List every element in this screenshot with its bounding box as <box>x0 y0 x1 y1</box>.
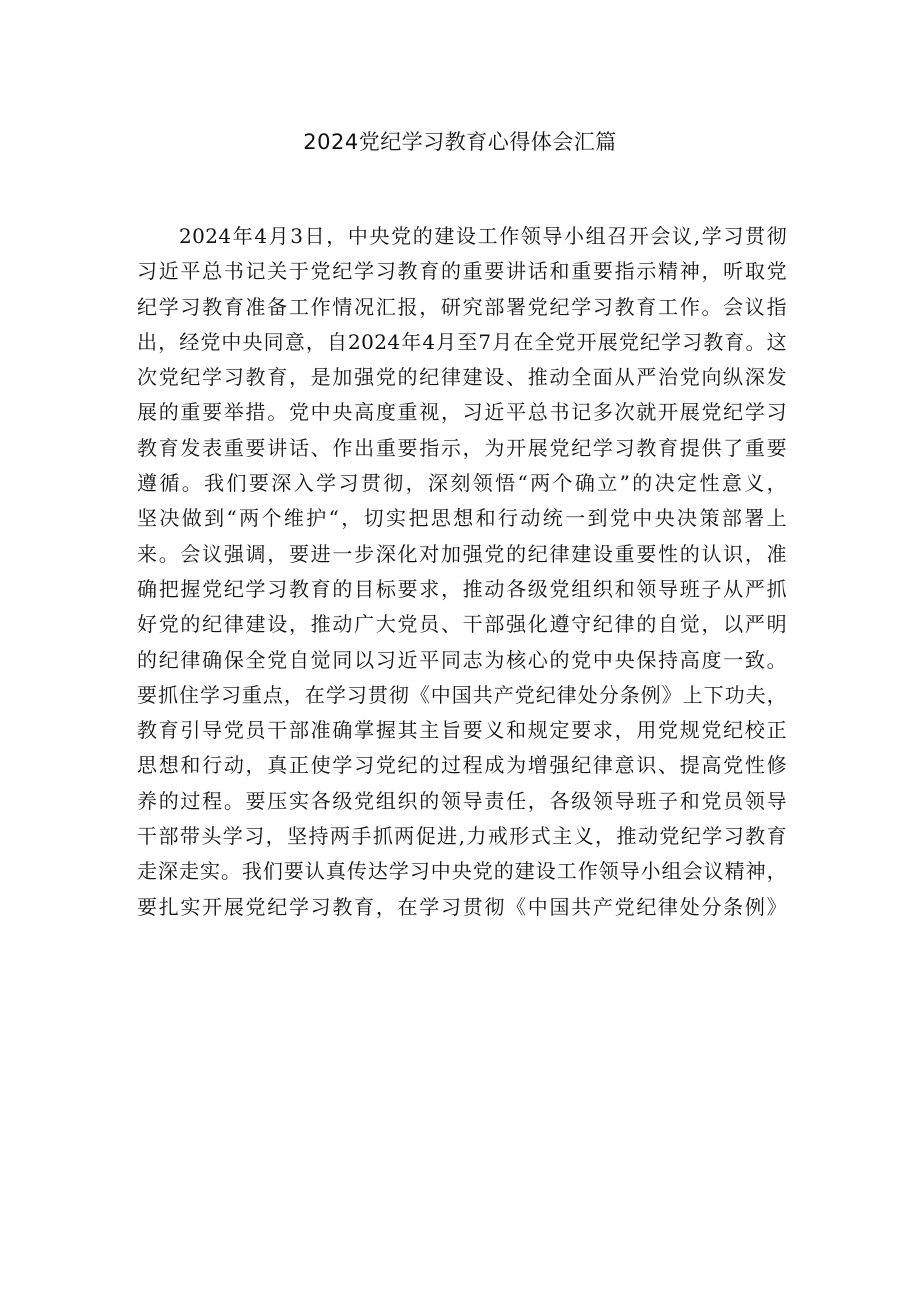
body-line: 教育发表重要讲话、作出重要指示，为开展党纪学习教育提供了重要 <box>137 435 787 460</box>
body-line: 干部带头学习，坚持两手抓两促进,力戒形式主义，推动党纪学习教育 <box>137 824 787 849</box>
document-title: 2024党纪学习教育心得体会汇篇 <box>303 130 617 154</box>
body-line: 教育引导党员干部准确掌握其主旨要义和规定要求，用党规党纪校正 <box>137 718 787 743</box>
body-line: 坚决做到“两个维护“，切实把思想和行动统一到党中央决策部署上 <box>137 506 787 531</box>
body-line: 确把握党纪学习教育的目标要求，推动各级党组织和领导班子从严抓 <box>137 576 787 601</box>
body-line: 来。会议强调，要进一步深化对加强党的纪律建设重要性的认识，准 <box>137 541 787 566</box>
body-line: 要扎实开展党纪学习教育，在学习贯彻《中国共产党纪律处分条例》 <box>137 894 787 919</box>
body-line: 习近平总书记关于党纪学习教育的重要讲话和重要指示精神，听取党 <box>137 259 787 284</box>
document-body <box>137 219 787 925</box>
body-line: 好党的纪律建设，推动广大党员、干部强化遵守纪律的自觉，以严明 <box>137 612 787 637</box>
body-line: 出，经党中央同意，自2024年4月至7月在全党开展党纪学习教育。这 <box>137 329 787 354</box>
body-line: 2024年4月3日，中央党的建设工作领导小组召开会议,学习贯彻 <box>179 224 787 248</box>
body-line: 次党纪学习教育，是加强党的纪律建设、推动全面从严治党向纵深发 <box>137 365 787 390</box>
body-line: 要抓住学习重点，在学习贯彻《中国共产党纪律处分条例》上下功夫， <box>137 682 787 707</box>
body-line: 养的过程。要压实各级党组织的领导责任，各级领导班子和党员领导 <box>137 788 787 813</box>
body-line: 的纪律确保全党自觉同以习近平同志为核心的党中央保持高度一致。 <box>137 647 787 672</box>
body-line: 思想和行动，真正使学习党纪的过程成为增强纪律意识、提高党性修 <box>137 753 787 778</box>
body-line: 展的重要举措。党中央高度重视，习近平总书记多次就开展党纪学习 <box>137 400 787 425</box>
body-line: 遵循。我们要深入学习贯彻，深刻领悟“两个确立”的决定性意义， <box>137 471 787 496</box>
body-line: 走深走实。我们要认真传达学习中央党的建设工作领导小组会议精神， <box>137 859 787 884</box>
body-line: 纪学习教育准备工作情况汇报，研究部署党纪学习教育工作。会议指 <box>137 294 787 319</box>
